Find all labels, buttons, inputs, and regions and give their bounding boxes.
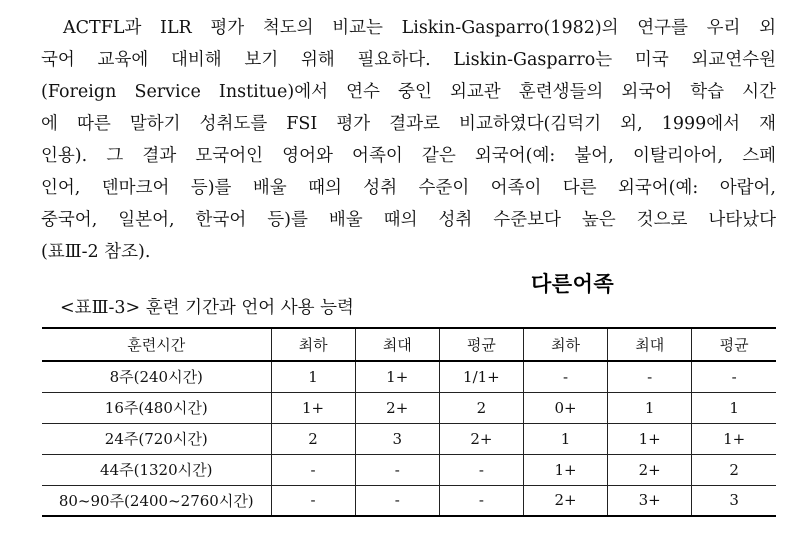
header-avg: 평균 xyxy=(692,328,776,361)
table-cell: 2+ xyxy=(608,454,692,485)
table-cell: 44주(1320시간) xyxy=(42,454,271,485)
table-cell: - xyxy=(355,454,439,485)
table-cell: - xyxy=(692,361,776,392)
table-cell: 0+ xyxy=(523,392,607,423)
header-max: 최대 xyxy=(608,328,692,361)
table-cell: 1+ xyxy=(608,423,692,454)
table-cell: 2 xyxy=(271,423,355,454)
table-cell: 16주(480시간) xyxy=(42,392,271,423)
table-row xyxy=(42,361,776,392)
table-cell: 8주(240시간) xyxy=(42,361,271,392)
header-training-time: 훈련시간 xyxy=(42,328,271,361)
table-cell: - xyxy=(439,485,523,516)
paragraph-line: ACTFL과 ILR 평가 척도의 비교는 Liskin-Gasparro(1982)의 연구를 우리 외 xyxy=(63,18,776,38)
table-cell: 1 xyxy=(523,423,607,454)
table-row xyxy=(42,485,776,516)
table-cell: 1 xyxy=(692,392,776,423)
table-cell: 1 xyxy=(608,392,692,423)
table-cell: 2+ xyxy=(355,392,439,423)
training-ability-table xyxy=(42,327,776,517)
table-cell: 24주(720시간) xyxy=(42,423,271,454)
table-cell: 3+ xyxy=(608,485,692,516)
table-cell: 1+ xyxy=(523,454,607,485)
table-cell: 1/1+ xyxy=(439,361,523,392)
table-cell: - xyxy=(355,485,439,516)
table-cell: - xyxy=(523,361,607,392)
paragraph-line: 에 따른 말하기 성취도를 FSI 평가 결과로 비교하였다(김덕기 외, 1999에서 재 xyxy=(41,114,776,134)
table-cell: 2 xyxy=(439,392,523,423)
table-cell: 80~90주(2400~2760시간) xyxy=(42,485,271,516)
table-cell: - xyxy=(608,361,692,392)
table-cell: 1+ xyxy=(271,392,355,423)
table-cell: 1 xyxy=(271,361,355,392)
table-cell: 3 xyxy=(355,423,439,454)
table-row xyxy=(42,423,776,454)
paragraph-line: 인어, 덴마크어 등)를 배울 때의 성취 수준이 어족이 다른 외국어(예: 아랍어, xyxy=(41,178,776,198)
language-family-label: 다른어족 xyxy=(531,272,615,296)
table-header-row xyxy=(42,328,776,361)
table-row xyxy=(42,392,776,423)
header-max: 최대 xyxy=(355,328,439,361)
paragraph-line: (Foreign Service Institue)에서 연수 중인 외교관 훈련생들의 외국어 학습 시간 xyxy=(41,82,776,102)
table-cell: 1+ xyxy=(692,423,776,454)
table-cell: - xyxy=(439,454,523,485)
table-row xyxy=(42,454,776,485)
paragraph-line: (표Ⅲ-2 참조). xyxy=(41,242,151,262)
header-min: 최하 xyxy=(271,328,355,361)
paragraph-line: 중국어, 일본어, 한국어 등)를 배울 때의 성취 수준보다 높은 것으로 나타났다 xyxy=(41,210,776,230)
paragraph-line: 국어 교육에 대비해 보기 위해 필요하다. Liskin-Gasparro는 미국 외교연수원 xyxy=(41,50,776,70)
table-cell: 2+ xyxy=(439,423,523,454)
paragraph-line: 인용). 그 결과 모국어인 영어와 어족이 같은 외국어(예: 불어, 이탈리아어, 스페 xyxy=(41,146,776,166)
table-cell: 1+ xyxy=(355,361,439,392)
table-cell: - xyxy=(271,454,355,485)
header-avg: 평균 xyxy=(439,328,523,361)
table-cell: 2+ xyxy=(523,485,607,516)
body-paragraph xyxy=(41,12,776,268)
table-caption: <표Ⅲ-3> 훈련 기간과 언어 사용 능력 xyxy=(60,298,354,318)
table-cell: 3 xyxy=(692,485,776,516)
header-min: 최하 xyxy=(523,328,607,361)
table-cell: 2 xyxy=(692,454,776,485)
table-cell: - xyxy=(271,485,355,516)
